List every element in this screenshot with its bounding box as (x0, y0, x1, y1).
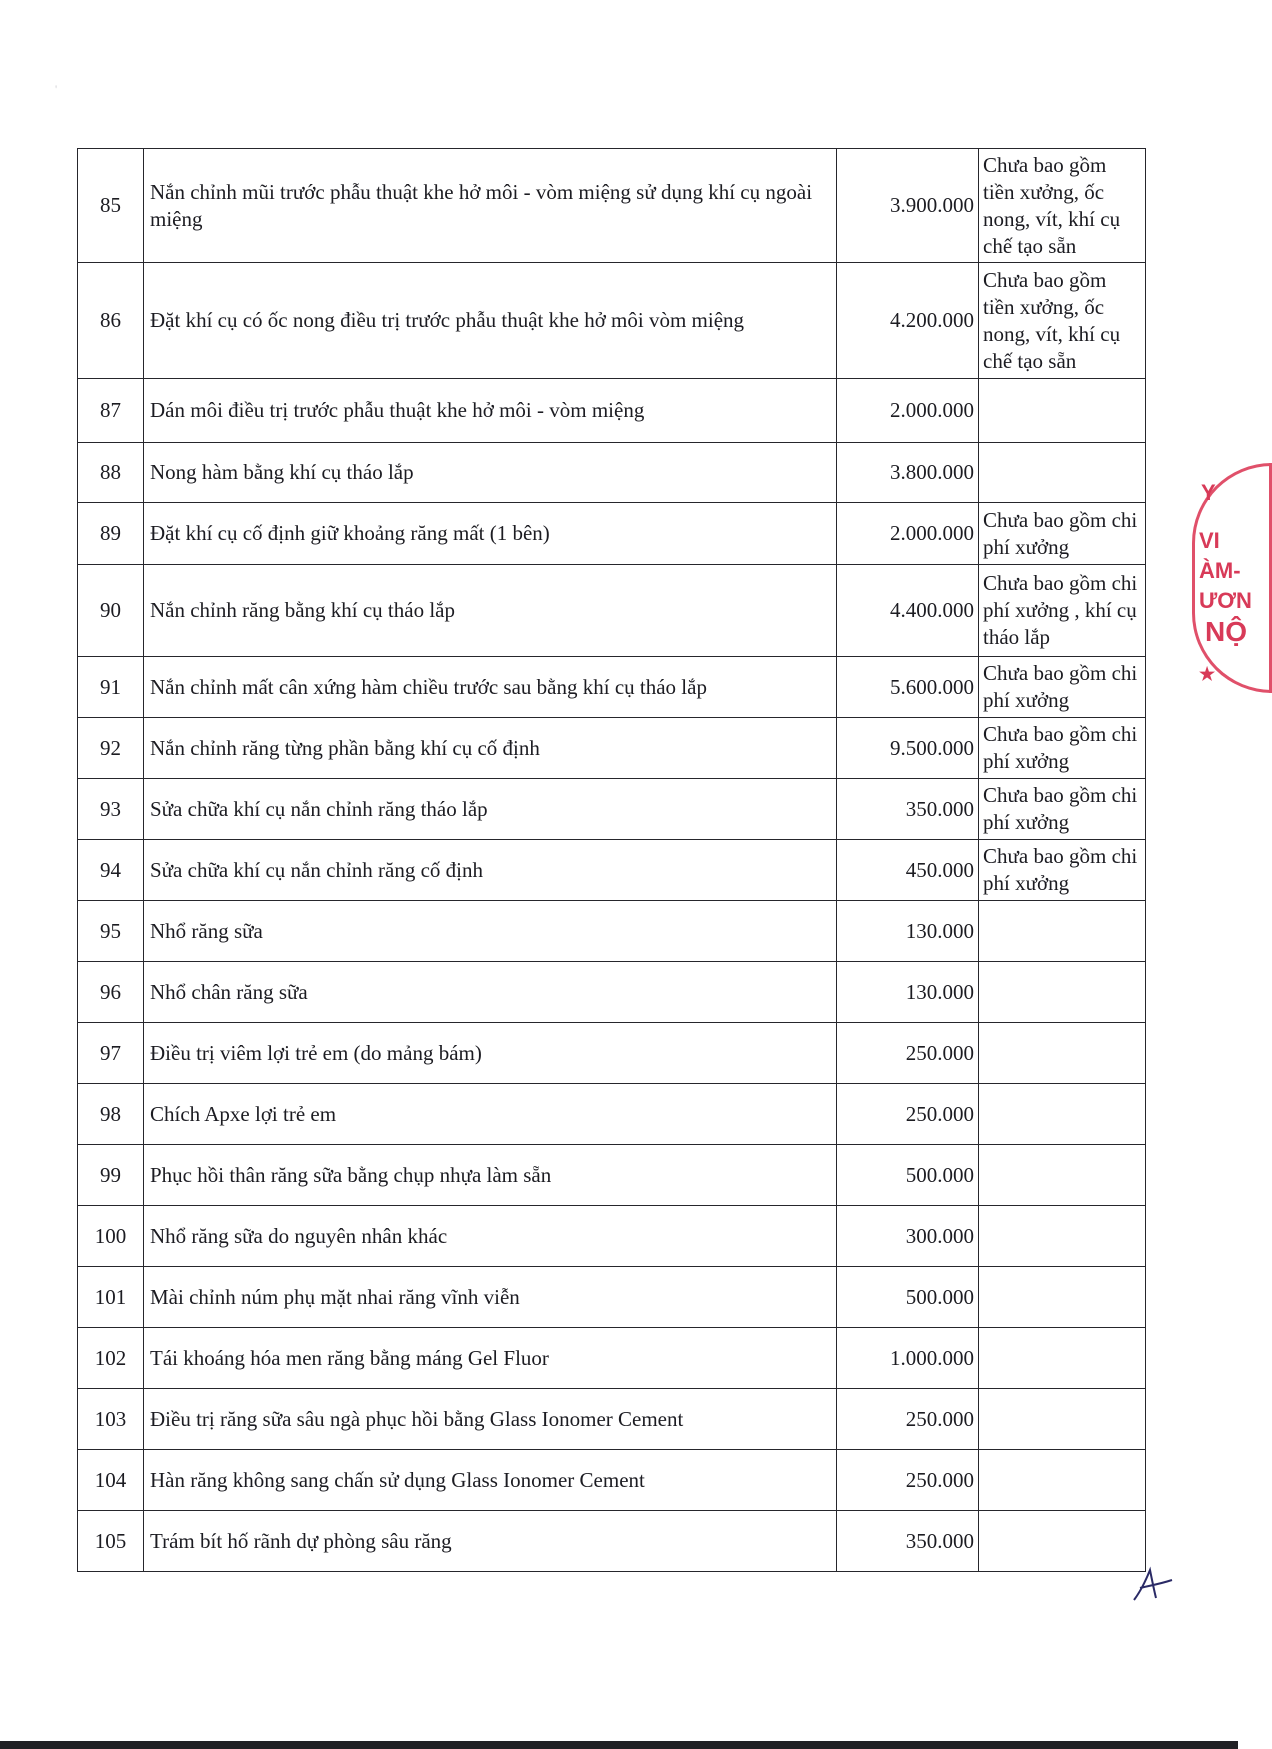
row-number: 100 (78, 1206, 144, 1267)
service-note (979, 1145, 1146, 1206)
service-name: Phục hồi thân răng sữa bằng chụp nhựa làm sẵn (144, 1145, 837, 1206)
service-note: Chưa bao gồm chi phí xưởng (979, 718, 1146, 779)
service-note (979, 1389, 1146, 1450)
row-number: 104 (78, 1450, 144, 1511)
fee-table (77, 148, 1146, 1572)
service-price: 2.000.000 (837, 503, 979, 565)
service-price: 1.000.000 (837, 1328, 979, 1389)
row-number: 105 (78, 1511, 144, 1572)
table-row (78, 718, 1146, 779)
row-number: 96 (78, 962, 144, 1023)
fee-table-body (78, 149, 1146, 1572)
service-name: Nhổ chân răng sữa (144, 962, 837, 1023)
service-name: Đặt khí cụ có ốc nong điều trị trước phẫu thuật khe hở môi vòm miệng (144, 263, 837, 379)
row-number: 87 (78, 379, 144, 443)
service-price: 500.000 (837, 1145, 979, 1206)
stamp-star-icon: ★ (1199, 664, 1216, 684)
service-price: 250.000 (837, 1450, 979, 1511)
service-note: Chưa bao gồm chi phí xưởng (979, 779, 1146, 840)
row-number: 102 (78, 1328, 144, 1389)
service-name: Dán môi điều trị trước phẫu thuật khe hở môi - vòm miệng (144, 379, 837, 443)
stamp-text: VI (1199, 528, 1220, 553)
service-name: Chích Apxe lợi trẻ em (144, 1084, 837, 1145)
row-number: 94 (78, 840, 144, 901)
service-price: 4.200.000 (837, 263, 979, 379)
row-number: 93 (78, 779, 144, 840)
row-number: 90 (78, 565, 144, 657)
table-row (78, 962, 1146, 1023)
service-price: 5.600.000 (837, 657, 979, 718)
service-name: Sửa chữa khí cụ nắn chỉnh răng cố định (144, 840, 837, 901)
service-price: 350.000 (837, 1511, 979, 1572)
table-row (78, 1511, 1146, 1572)
service-note (979, 443, 1146, 503)
table-row (78, 1450, 1146, 1511)
service-name: Nắn chỉnh răng từng phần bằng khí cụ cố định (144, 718, 837, 779)
service-note: Chưa bao gồm tiền xưởng, ốc nong, vít, khí cụ chế tạo sẵn (979, 263, 1146, 379)
table-row (78, 263, 1146, 379)
stamp-text: ÀM- (1199, 558, 1241, 583)
row-number: 89 (78, 503, 144, 565)
row-number: 92 (78, 718, 144, 779)
service-note: Chưa bao gồm chi phí xưởng , khí cụ tháo lắp (979, 565, 1146, 657)
service-price: 4.400.000 (837, 565, 979, 657)
table-row (78, 901, 1146, 962)
service-name: Đặt khí cụ cố định giữ khoảng răng mất (1 bên) (144, 503, 837, 565)
service-price: 500.000 (837, 1267, 979, 1328)
service-name: Mài chỉnh núm phụ mặt nhai răng vĩnh viễn (144, 1267, 837, 1328)
table-row (78, 1084, 1146, 1145)
service-name: Điều trị răng sữa sâu ngà phục hồi bằng Glass Ionomer Cement (144, 1389, 837, 1450)
service-name: Sửa chữa khí cụ nắn chỉnh răng tháo lắp (144, 779, 837, 840)
table-row (78, 1389, 1146, 1450)
table-row (78, 840, 1146, 901)
table-row (78, 1267, 1146, 1328)
service-name: Tái khoáng hóa men răng bằng máng Gel Fluor (144, 1328, 837, 1389)
service-price: 130.000 (837, 962, 979, 1023)
table-row (78, 443, 1146, 503)
table-row (78, 1328, 1146, 1389)
service-name: Nắn chỉnh mũi trước phẫu thuật khe hở môi - vòm miệng sử dụng khí cụ ngoài miệng (144, 149, 837, 263)
table-row (78, 503, 1146, 565)
table-row (78, 657, 1146, 718)
scan-speck: ' (55, 82, 58, 96)
service-note (979, 1206, 1146, 1267)
table-row (78, 1206, 1146, 1267)
service-note (979, 379, 1146, 443)
table-row (78, 1023, 1146, 1084)
service-note (979, 1450, 1146, 1511)
row-number: 103 (78, 1389, 144, 1450)
red-seal-stamp (1192, 463, 1272, 693)
service-name: Điều trị viêm lợi trẻ em (do mảng bám) (144, 1023, 837, 1084)
service-price: 9.500.000 (837, 718, 979, 779)
service-note: Chưa bao gồm chi phí xưởng (979, 840, 1146, 901)
service-note (979, 1267, 1146, 1328)
table-row (78, 1145, 1146, 1206)
service-note (979, 1023, 1146, 1084)
row-number: 97 (78, 1023, 144, 1084)
service-note (979, 962, 1146, 1023)
service-note: Chưa bao gồm tiền xưởng, ốc nong, vít, khí cụ chế tạo sẵn (979, 149, 1146, 263)
service-name: Nắn chỉnh răng bằng khí cụ tháo lắp (144, 565, 837, 657)
stamp-text: Y (1201, 480, 1216, 505)
service-note: Chưa bao gồm chi phí xưởng (979, 503, 1146, 565)
row-number: 88 (78, 443, 144, 503)
service-note (979, 1511, 1146, 1572)
table-row (78, 149, 1146, 263)
row-number: 86 (78, 263, 144, 379)
row-number: 91 (78, 657, 144, 718)
service-name: Trám bít hố rãnh dự phòng sâu răng (144, 1511, 837, 1572)
stamp-text: ƯƠN (1199, 588, 1252, 613)
service-name: Nắn chỉnh mất cân xứng hàm chiều trước sau bằng khí cụ tháo lắp (144, 657, 837, 718)
service-price: 3.900.000 (837, 149, 979, 263)
service-note (979, 901, 1146, 962)
service-name: Hàn răng không sang chấn sử dụng Glass Ionomer Cement (144, 1450, 837, 1511)
service-price: 250.000 (837, 1084, 979, 1145)
table-row (78, 565, 1146, 657)
service-note (979, 1328, 1146, 1389)
row-number: 85 (78, 149, 144, 263)
service-note (979, 1084, 1146, 1145)
service-note: Chưa bao gồm chi phí xưởng (979, 657, 1146, 718)
row-number: 99 (78, 1145, 144, 1206)
row-number: 98 (78, 1084, 144, 1145)
service-price: 130.000 (837, 901, 979, 962)
stamp-text: NỘ (1205, 616, 1247, 647)
handwritten-initial-mark (1130, 1568, 1174, 1604)
service-price: 250.000 (837, 1023, 979, 1084)
service-name: Nhổ răng sữa do nguyên nhân khác (144, 1206, 837, 1267)
service-name: Nhổ răng sữa (144, 901, 837, 962)
table-row (78, 379, 1146, 443)
service-price: 350.000 (837, 779, 979, 840)
service-name: Nong hàm bằng khí cụ tháo lắp (144, 443, 837, 503)
service-price: 3.800.000 (837, 443, 979, 503)
scan-bottom-edge (0, 1741, 1238, 1749)
row-number: 95 (78, 901, 144, 962)
table-row (78, 779, 1146, 840)
service-price: 2.000.000 (837, 379, 979, 443)
row-number: 101 (78, 1267, 144, 1328)
service-price: 250.000 (837, 1389, 979, 1450)
service-price: 450.000 (837, 840, 979, 901)
service-price: 300.000 (837, 1206, 979, 1267)
